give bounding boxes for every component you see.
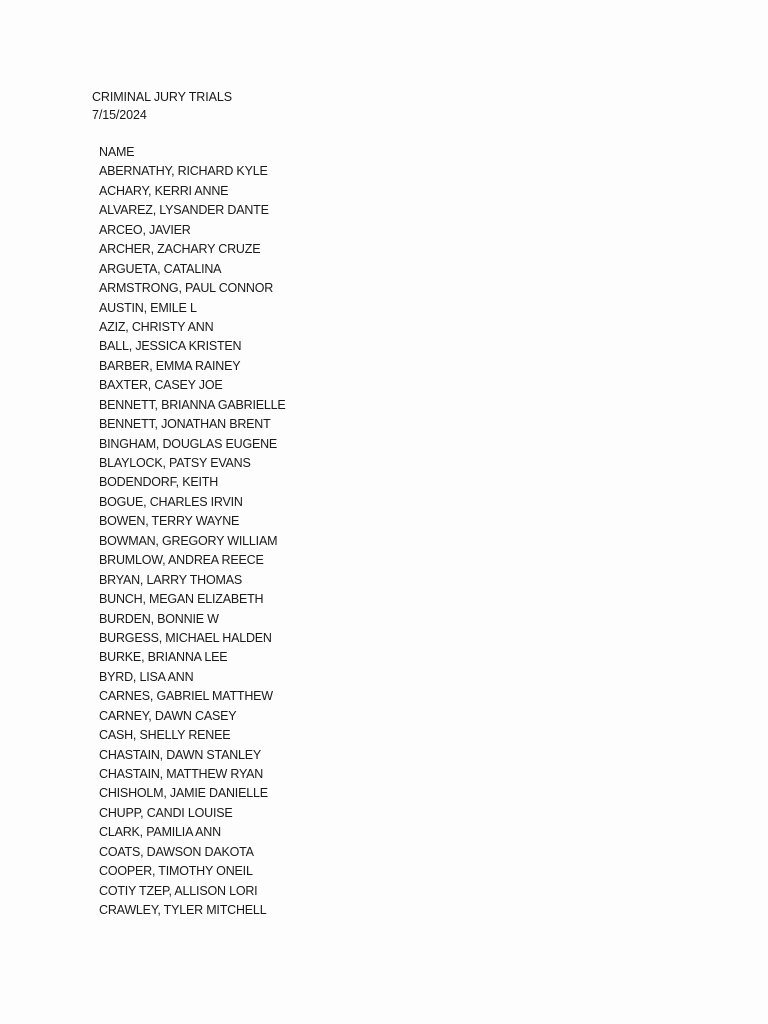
list-item: BALL, JESSICA KRISTEN — [99, 339, 242, 354]
list-item: BRYAN, LARRY THOMAS — [99, 572, 243, 587]
list-item: ACHARY, KERRI ANNE — [99, 183, 229, 198]
list-item: BURKE, BRIANNA LEE — [99, 650, 228, 665]
list-item: BARBER, EMMA RAINEY — [99, 358, 241, 373]
list-item: BAXTER, CASEY JOE — [99, 378, 223, 393]
list-item: BURGESS, MICHAEL HALDEN — [99, 630, 272, 645]
list-item: ABERNATHY, RICHARD KYLE — [99, 164, 268, 179]
list-item: BURDEN, BONNIE W — [99, 611, 219, 626]
list-item: BENNETT, JONATHAN BRENT — [99, 417, 271, 432]
document-title: CRIMINAL JURY TRIALS — [92, 90, 232, 104]
list-item: BYRD, LISA ANN — [99, 669, 194, 684]
list-item: BOGUE, CHARLES IRVIN — [99, 494, 243, 509]
list-item: COATS, DAWSON DAKOTA — [99, 844, 254, 859]
list-item: CRAWLEY, TYLER MITCHELL — [99, 903, 267, 918]
list-item: CHISHOLM, JAMIE DANIELLE — [99, 786, 268, 801]
list-item: AUSTIN, EMILE L — [99, 300, 197, 315]
list-item: ARCEO, JAVIER — [99, 222, 191, 237]
document-date: 7/15/2024 — [92, 108, 147, 122]
list-item: ARMSTRONG, PAUL CONNOR — [99, 281, 274, 296]
list-item: COTIY TZEP, ALLISON LORI — [99, 883, 258, 898]
list-item: BINGHAM, DOUGLAS EUGENE — [99, 436, 278, 451]
list-item: ALVAREZ, LYSANDER DANTE — [99, 203, 269, 218]
list-item: CARNES, GABRIEL MATTHEW — [99, 689, 273, 704]
document-header — [92, 88, 232, 124]
list-item: CHASTAIN, DAWN STANLEY — [99, 747, 262, 762]
list-item: CLARK, PAMILIA ANN — [99, 825, 221, 840]
list-item: BOWMAN, GREGORY WILLIAM — [99, 533, 278, 548]
list-item: CHASTAIN, MATTHEW RYAN — [99, 767, 264, 781]
name-rows — [99, 162, 286, 920]
list-item: CASH, SHELLY RENEE — [99, 728, 231, 743]
list-item: CHUPP, CANDI LOUISE — [99, 805, 233, 820]
list-item: BLAYLOCK, PATSY EVANS — [99, 456, 251, 470]
list-item: ARCHER, ZACHARY CRUZE — [99, 242, 261, 257]
list-item: COOPER, TIMOTHY ONEIL — [99, 864, 253, 879]
list-item: CARNEY, DAWN CASEY — [99, 708, 237, 723]
list-item: BRUMLOW, ANDREA REECE — [99, 553, 264, 568]
list-item: ARGUETA, CATALINA — [99, 261, 222, 276]
name-column-header: NAME — [99, 145, 135, 159]
list-item: AZIZ, CHRISTY ANN — [99, 319, 214, 334]
list-item: BODENDORF, KEITH — [99, 475, 219, 490]
juror-name-list — [99, 143, 286, 921]
list-item: BENNETT, BRIANNA GABRIELLE — [99, 397, 286, 412]
list-item: BOWEN, TERRY WAYNE — [99, 514, 240, 529]
list-item: BUNCH, MEGAN ELIZABETH — [99, 592, 264, 607]
